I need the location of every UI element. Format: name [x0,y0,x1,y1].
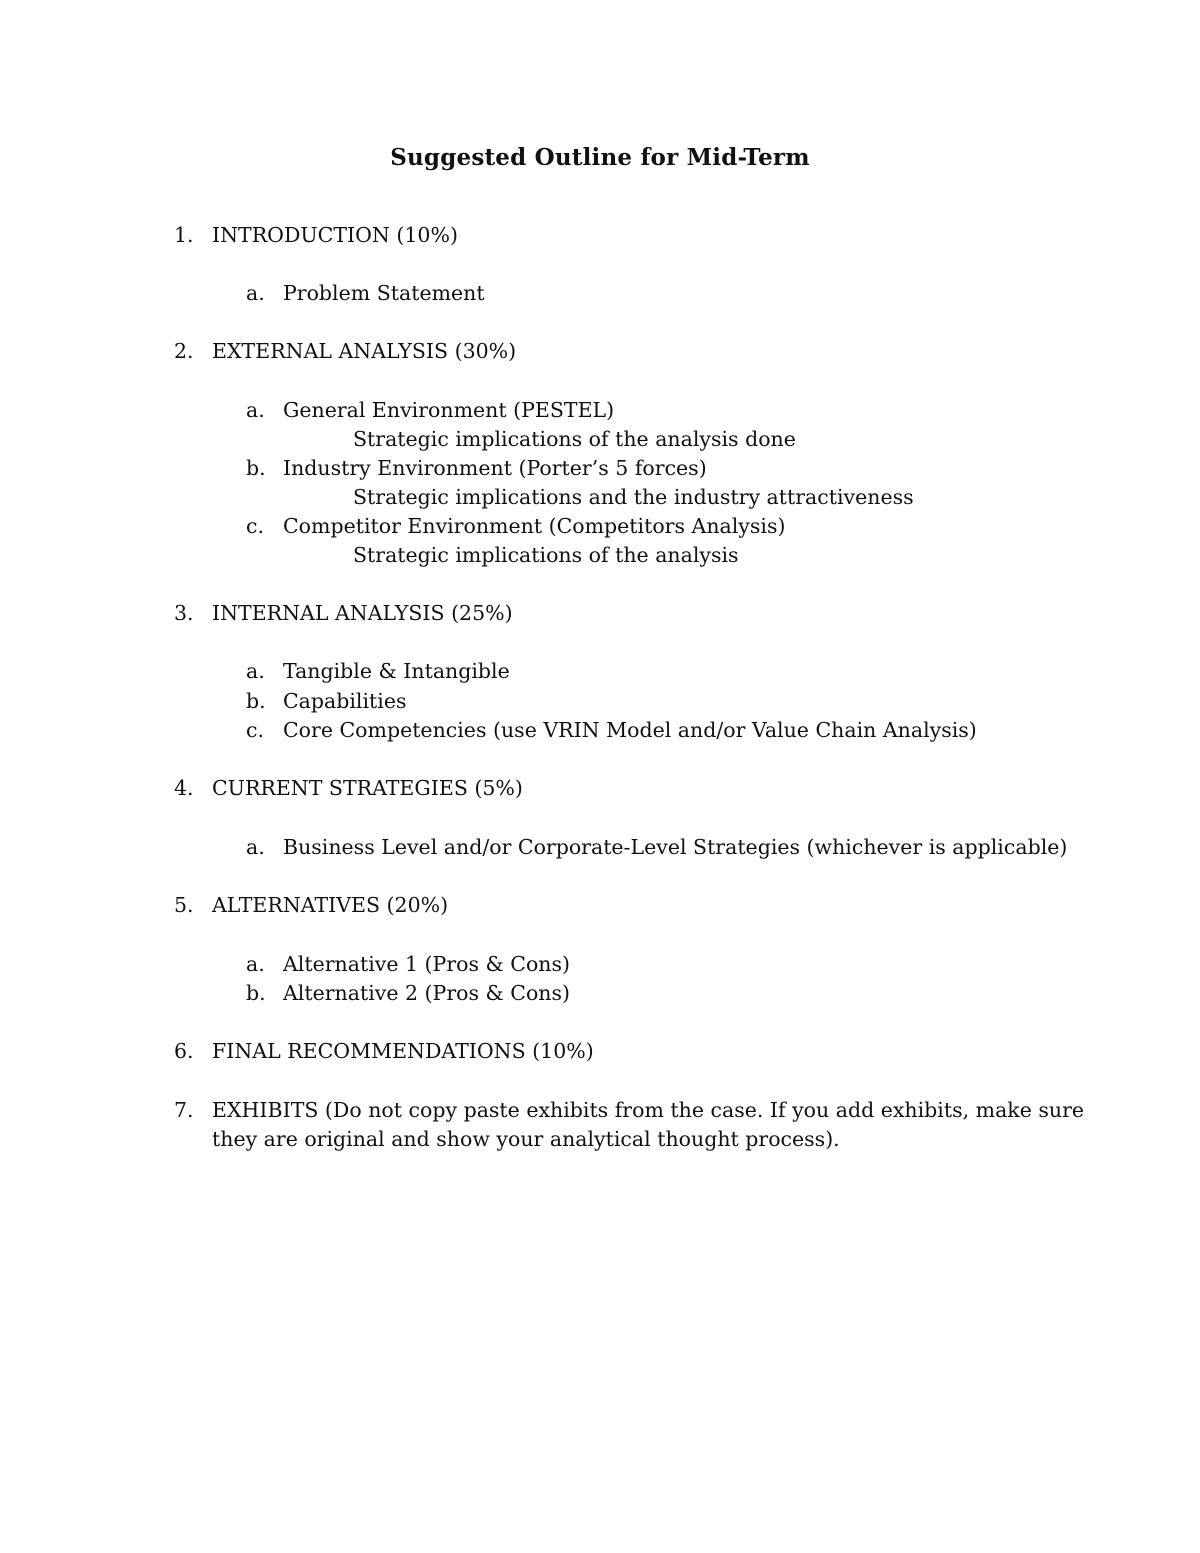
section-number: 6. [174,1039,194,1063]
section-number: 5. [174,893,194,917]
item-text: Core Competencies (use VRIN Model and/or Value Chain Analysis) [283,718,977,742]
item-text: Competitor Environment (Competitors Analysis) [283,514,786,538]
section-heading: FINAL RECOMMENDATIONS (10%) [212,1039,594,1063]
section-heading: INTRODUCTION (10%) [212,223,458,247]
item-text: Problem Statement [283,281,485,305]
item-detail: Strategic implications of the analysis done [353,427,796,451]
page-title: Suggested Outline for Mid-Term [390,144,810,171]
section-number: 1. [174,223,194,247]
item-text: Industry Environment (Porter’s 5 forces) [283,456,707,480]
item-text: Alternative 2 (Pros & Cons) [283,981,571,1005]
section-heading-continued: they are original and show your analytical thought process). [212,1127,840,1151]
item-text: Alternative 1 (Pros & Cons) [283,952,571,976]
item-text: General Environment (PESTEL) [283,398,615,422]
item-letter: a. [246,281,265,305]
item-text: Business Level and/or Corporate-Level Strategies (whichever is applicable) [283,835,1068,859]
item-letter: a. [246,952,265,976]
item-letter: b. [246,981,266,1005]
item-letter: c. [246,514,264,538]
section-number: 7. [174,1098,194,1122]
section-heading: CURRENT STRATEGIES (5%) [212,776,523,800]
section-heading: EXTERNAL ANALYSIS (30%) [212,339,517,363]
item-text: Capabilities [283,689,407,713]
item-letter: b. [246,456,266,480]
section-heading: EXHIBITS (Do not copy paste exhibits from the case. If you add exhibits, make sure [212,1098,1085,1122]
section-number: 4. [174,776,194,800]
item-text: Tangible & Intangible [283,659,510,683]
item-letter: a. [246,659,265,683]
item-detail: Strategic implications of the analysis [353,543,739,567]
section-heading: INTERNAL ANALYSIS (25%) [212,601,513,625]
section-heading: ALTERNATIVES (20%) [212,893,449,917]
item-letter: a. [246,835,265,859]
item-letter: b. [246,689,266,713]
item-detail: Strategic implications and the industry attractiveness [353,485,914,509]
item-letter: c. [246,718,264,742]
section-number: 2. [174,339,194,363]
item-letter: a. [246,398,265,422]
section-number: 3. [174,601,194,625]
